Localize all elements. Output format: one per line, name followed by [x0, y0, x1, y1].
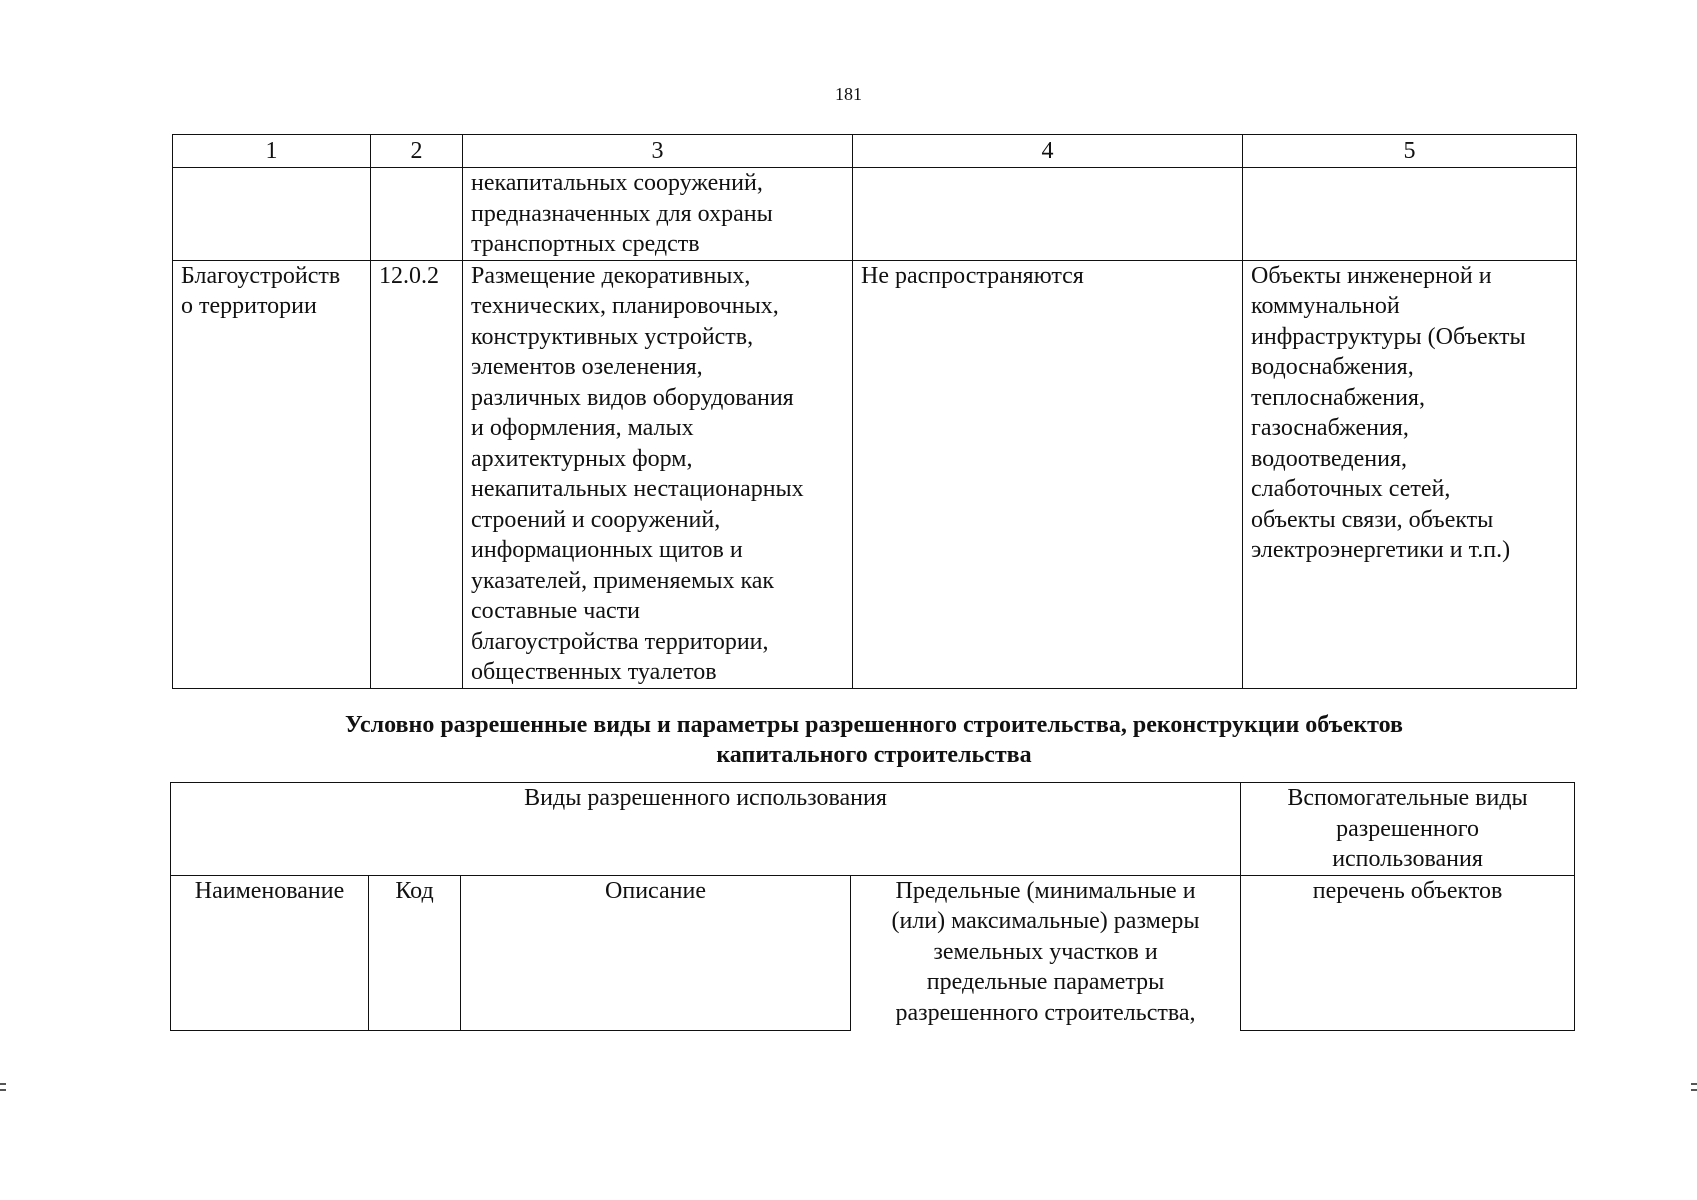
objects-list-column-header: перечень объектов [1241, 875, 1575, 1030]
use-limits-cell: Не распространяются [853, 260, 1243, 688]
table-header-row [173, 135, 1577, 168]
auxiliary-uses-header: Вспомогательные виды разрешенного использования [1241, 783, 1575, 876]
use-code-cell [371, 168, 463, 261]
conditional-uses-table [170, 782, 1575, 1031]
use-description-cell: некапитальных сооружений, предназначенных для охраны транспортных средств [463, 168, 853, 261]
left-edge-mark [0, 1083, 6, 1085]
use-code-cell: 12.0.2 [371, 260, 463, 688]
section-title: Условно разрешенные виды и параметры разрешенного строительства, реконструкции объектов капитального строительства [344, 712, 1404, 768]
limits-column-header: Предельные (минимальные и (или) максимальные) размеры земельных участков и предельные параметры разрешенного строительства, [851, 875, 1241, 1030]
table-row [173, 260, 1577, 688]
description-column-header: Описание [461, 875, 851, 1030]
right-edge-mark [1691, 1089, 1697, 1091]
group-header-row [171, 783, 1575, 876]
column-number-3: 3 [463, 135, 853, 168]
column-number-2: 2 [371, 135, 463, 168]
left-edge-mark [0, 1089, 6, 1091]
column-number-4: 4 [853, 135, 1243, 168]
table-row [173, 168, 1577, 261]
right-edge-mark [1691, 1083, 1697, 1085]
use-auxiliary-cell [1243, 168, 1577, 261]
permitted-uses-group-header: Виды разрешенного использования [171, 783, 1241, 876]
use-auxiliary-cell: Объекты инженерной и коммунальной инфраструктуры (Объекты водоснабжения, теплоснабжения, газоснабжения, водоотведения, слаботочных сетей, объекты связи, объекты электроэнергетики и т.п.) [1243, 260, 1577, 688]
page-number: 181 [835, 84, 862, 104]
use-name-cell: Благоустройств о территории [173, 260, 371, 688]
column-number-5: 5 [1243, 135, 1577, 168]
column-header-row [171, 875, 1575, 1030]
permitted-uses-table-continued [172, 134, 1577, 689]
use-limits-cell [853, 168, 1243, 261]
column-number-1: 1 [173, 135, 371, 168]
use-name-cell [173, 168, 371, 261]
name-column-header: Наименование [171, 875, 369, 1030]
use-description-cell: Размещение декоративных, технических, планировочных, конструктивных устройств, элементов озеленения, различных видов оборудования и оформления, малых архитектурных форм, некапитальных нестационарных строений и сооружений, информационных щитов и указателей, применяемых как составные части благоустройства территории, общественных туалетов [463, 260, 853, 688]
code-column-header: Код [369, 875, 461, 1030]
